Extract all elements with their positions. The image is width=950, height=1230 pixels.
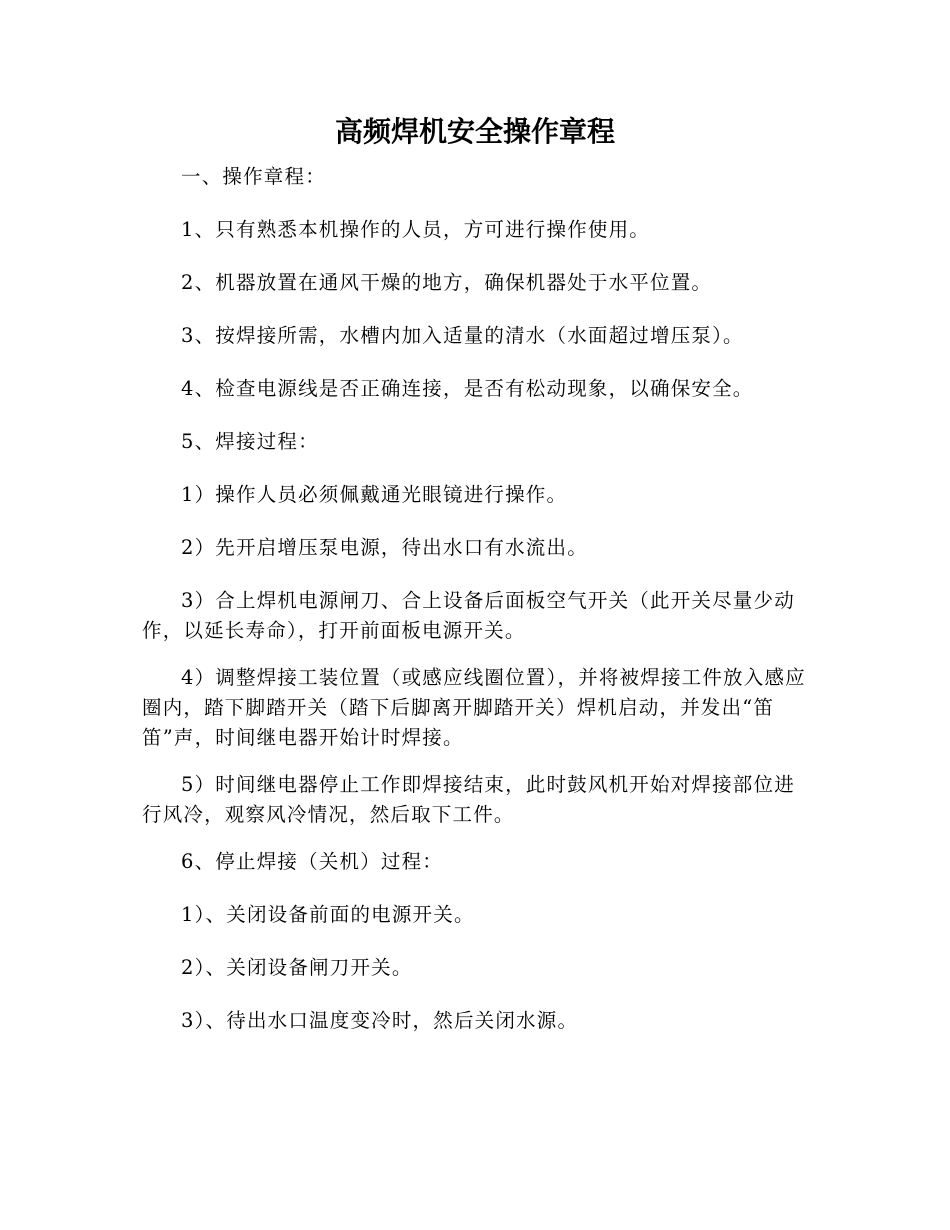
paragraph-6-3: 3）、待出水口温度变冷时，然后关闭水源。: [181, 1009, 579, 1032]
paragraph-6-1: 1）、关闭设备前面的电源开关。: [181, 903, 475, 926]
paragraph-1: 1、只有熟悉本机操作的人员，方可进行操作使用。: [181, 218, 651, 241]
paragraph-3: 3、按焊接所需，水槽内加入适量的清水（水面超过增压泵）。: [181, 324, 744, 347]
paragraph-6-2: 2）、关闭设备闸刀开关。: [181, 956, 413, 979]
paragraph-6-shutdown-process: 6、停止焊接（关机）过程：: [181, 850, 444, 873]
paragraph-5-4: 4）调整焊接工装位置（或感应线圈位置），并将被焊接工件放入感应圈内，踏下脚踏开关（踏下后脚离开脚踏开关）焊机启动，并发出“笛笛”声，时间继电器开始计时焊接。: [142, 666, 806, 749]
paragraph-5-5: 5）时间继电器停止工作即焊接结束，此时鼓风机开始对焊接部位进行风冷，观察风冷情况，然后取下工件。: [142, 773, 795, 826]
paragraph-2: 2、机器放置在通风干燥的地方，确保机器处于水平位置。: [181, 271, 713, 294]
paragraph-5-2: 2）先开启增压泵电源，待出水口有水流出。: [181, 536, 588, 559]
document-body: [142, 162, 810, 1059]
section-heading-operating-rules: 一、操作章程：: [181, 165, 326, 188]
paragraph-5-3: 3）合上焊机电源闸刀、合上设备后面板空气开关（此开关尽量少动作，以延长寿命），打开前面板电源开关。: [142, 589, 795, 642]
paragraph-5-welding-process: 5、焊接过程：: [181, 430, 319, 453]
document-title: 高频焊机安全操作章程: [334, 115, 615, 148]
paragraph-4: 4、检查电源线是否正确连接，是否有松动现象，以确保安全。: [181, 377, 754, 400]
paragraph-5-1: 1）操作人员必须佩戴通光眼镜进行操作。: [181, 483, 568, 506]
